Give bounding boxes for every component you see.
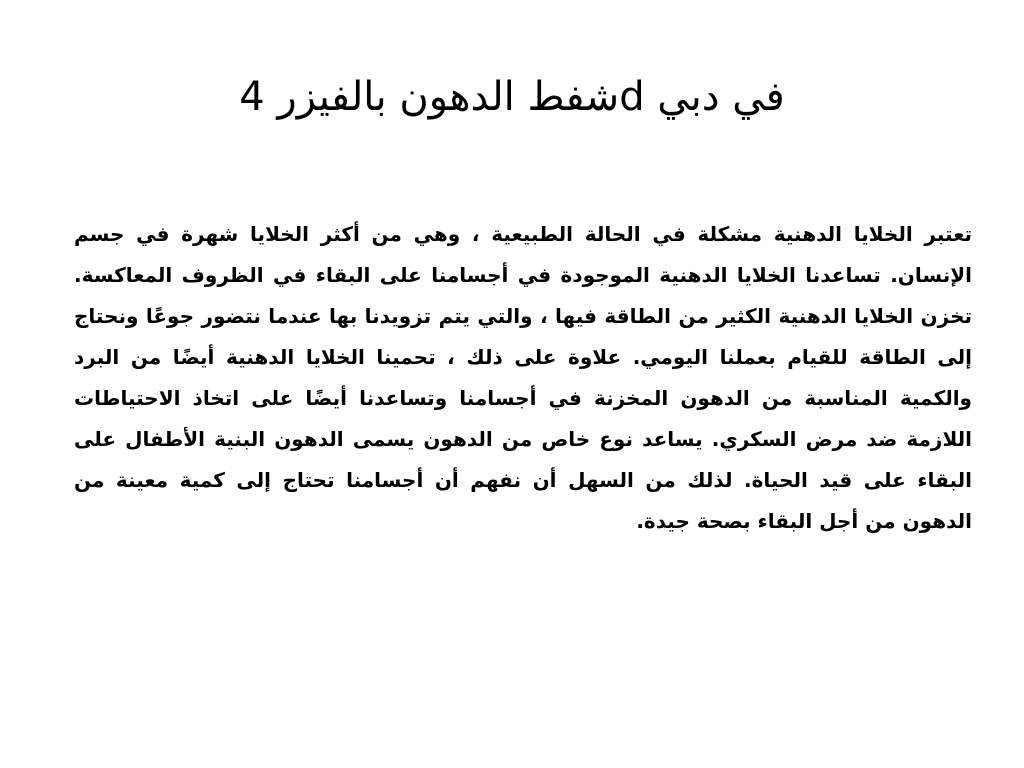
slide-body-text: تعتبر الخلايا الدهنية مشكلة في الحالة الطبيعية ، وهي من أكثر الخلايا شهرة في جسم الإنسان. تساعدنا الخلايا الدهنية الموجودة في أجسامنا على البقاء في الظروف المعاكسة. تخزن الخلايا الدهنية الكثير من الطاقة فيها ، والتي يتم تزويدنا بها عندما نتضور جوعًا ونحتاج إلى الطاقة للقيام بعملنا اليومي. علاوة على ذلك ، تحمينا الخلايا الدهنية أيضًا من البرد والكمية المناسبة من الدهون المخزنة في أجسامنا وتساعدنا أيضًا على اتخاذ الاحتياطات اللازمة ضد مرض السكري. يساعد نوع خاص من الدهون يسمى الدهون البنية الأطفال على البقاء على قيد الحياة. لذلك من السهل أن نفهم أن أجسامنا تحتاج إلى كمية معينة من الدهون من أجل البقاء بصحة جيدة. [74,222,972,533]
slide-title: في دبي dشفط الدهون بالفيزر 4 [239,74,785,120]
